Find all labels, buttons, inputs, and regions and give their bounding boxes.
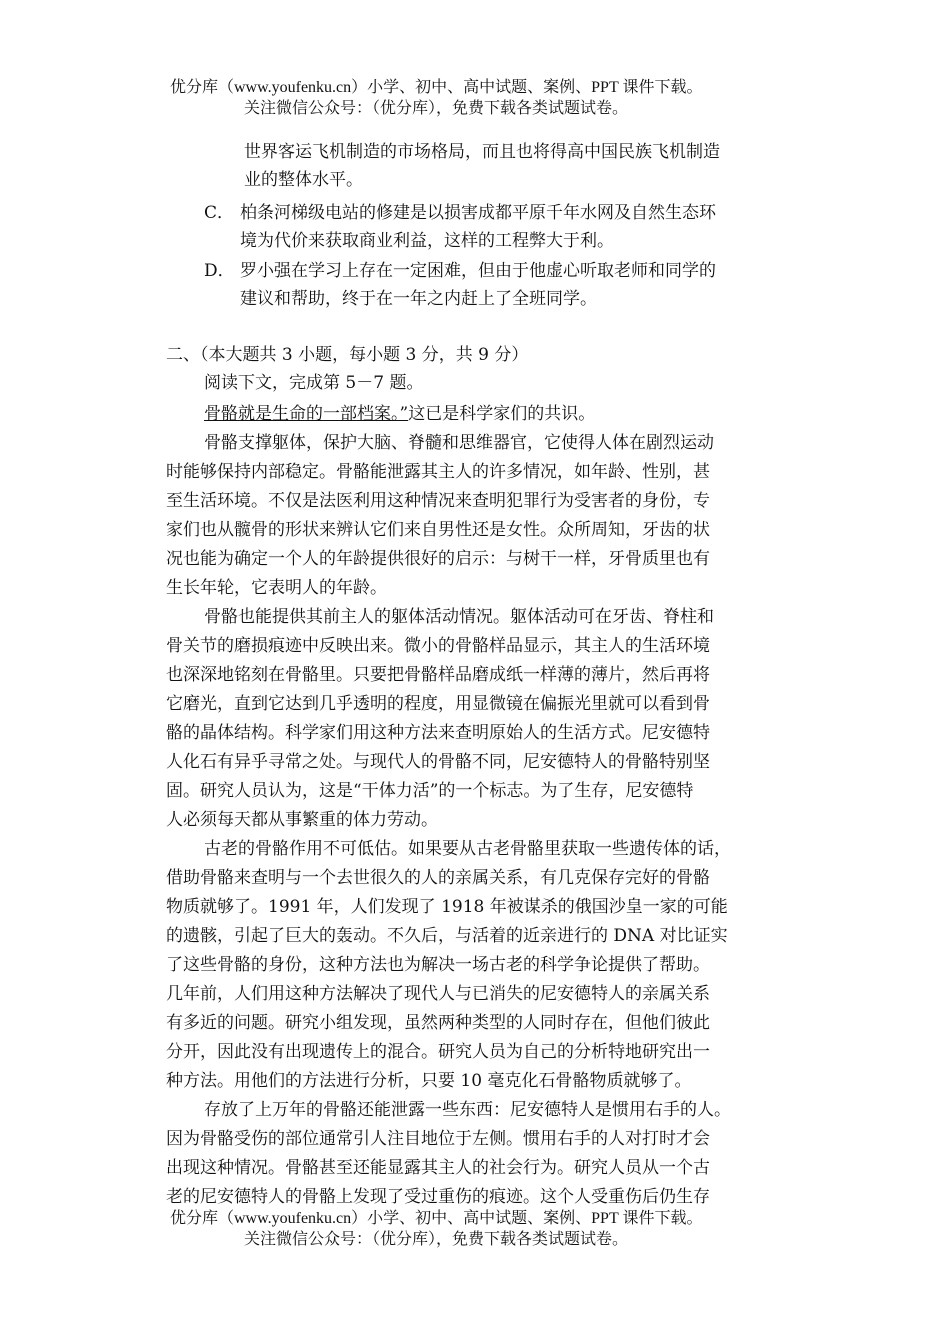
option-d-line-2: 建议和帮助，终于在一年之内赶上了全班同学。 <box>240 289 597 309</box>
footer-line-2: 关注微信公众号：（优分库），免费下载各类试题试卷。 <box>244 1231 629 1248</box>
body-line: 种方法。用他们的方法进行分析，只要 10 毫克化石骨骼物质就够了。 <box>166 1071 692 1091</box>
quote-underlined: 骨骼就是生命的一部档案。” <box>204 404 409 424</box>
option-c <box>204 199 804 255</box>
body-line: 人化石有异乎寻常之处。与现代人的骨骼不同，尼安德特人的骨骼特别坚 <box>166 752 710 772</box>
option-c-letter: C． <box>204 203 235 223</box>
body-line: 家们也从髋骨的形状来辨认它们来自男性还是女性。众所周知，牙齿的状 <box>166 520 710 540</box>
option-b-continuation <box>244 138 804 194</box>
option-b-line-1: 世界客运飞机制造的市场格局，而且也将得高中国民族飞机制造 <box>244 142 720 162</box>
opening-quote <box>204 400 595 428</box>
body-line: 的遗骸，引起了巨大的轰动。不久后，与活着的近亲进行的 DNA 对比证实 <box>166 926 728 946</box>
header-line-2: 关注微信公众号：（优分库），免费下载各类试题试卷。 <box>244 100 629 117</box>
quote-after: 这已是科学家们的共识。 <box>408 404 596 424</box>
body-line: 骨关节的磨损痕迹中反映出来。微小的骨骼样品显示，其主人的生活环境 <box>166 636 710 656</box>
body-line: 有多近的问题。研究小组发现，虽然两种类型的人同时存在，但他们彼此 <box>166 1013 710 1033</box>
option-d-letter: D． <box>204 261 235 281</box>
option-d <box>204 257 804 313</box>
body-line: 几年前，人们用这种方法解决了现代人与已消失的尼安德特人的亲属关系 <box>166 984 710 1004</box>
body-line: 分开，因此没有出现遗传上的混合。研究人员为自己的分析特地研究出一 <box>166 1042 710 1062</box>
body-line: 时能够保持内部稳定。骨骼能泄露其主人的许多情况，如年龄、性别，甚 <box>166 462 710 482</box>
body-line: 老的尼安德特人的骨骼上发现了受过重伤的痕迹。这个人受重伤后仍生存 <box>166 1187 710 1207</box>
body-line: 也深深地铭刻在骨骼里。只要把骨骼样品磨成纸一样薄的薄片，然后再将 <box>166 665 710 685</box>
body-line: 它磨光，直到它达到几乎透明的程度，用显微镜在偏振光里就可以看到骨 <box>166 694 710 714</box>
body-line: 物质就够了。1991 年，人们发现了 1918 年被谋杀的俄国沙皇一家的可能 <box>166 897 728 917</box>
section-instruction: 阅读下文，完成第 5－7 题。 <box>204 373 424 393</box>
option-c-line-1: 柏条河梯级电站的修建是以损害成都平原千年水网及自然生态环 <box>240 203 716 223</box>
article-body <box>166 429 806 1212</box>
body-line: 存放了上万年的骨骼还能泄露一些东西：尼安德特人是惯用右手的人。 <box>204 1100 731 1120</box>
option-d-line-1: 罗小强在学习上存在一定困难，但由于他虚心听取老师和同学的 <box>240 261 716 281</box>
body-line: 至生活环境。不仅是法医利用这种情况来查明犯罪行为受害者的身份，专 <box>166 491 710 511</box>
body-line: 人必须每天都从事繁重的体力劳动。 <box>166 810 438 830</box>
body-line: 了这些骨骼的身份，这种方法也为解决一场古老的科学争论提供了帮助。 <box>166 955 710 975</box>
body-line: 借助骨骼来查明与一个去世很久的人的亲属关系，有几克保存完好的骨骼 <box>166 868 710 888</box>
body-line: 骨骼支撑躯体，保护大脑、脊髓和思维器官，它使得人体在剧烈运动 <box>204 433 714 453</box>
section-title: 二、（本大题共 3 小题，每小题 3 分，共 9 分） <box>166 345 529 365</box>
body-line: 况也能为确定一个人的年龄提供很好的启示：与树干一样，牙骨质里也有 <box>166 549 710 569</box>
body-line: 骨骼也能提供其前主人的躯体活动情况。躯体活动可在牙齿、脊柱和 <box>204 607 714 627</box>
body-line: 古老的骨骼作用不可低估。如果要从古老骨骼里获取一些遗传体的话， <box>204 839 731 859</box>
option-c-line-2: 境为代价来获取商业利益，这样的工程弊大于利。 <box>240 231 614 251</box>
option-b-line-2: 业的整体水平。 <box>244 170 363 190</box>
body-line: 骼的晶体结构。科学家们用这种方法来查明原始人的生活方式。尼安德特 <box>166 723 710 743</box>
body-line: 因为骨骼受伤的部位通常引人注目地位于左侧。惯用右手的人对打时才会 <box>166 1129 710 1149</box>
body-line: 生长年轮，它表明人的年龄。 <box>166 578 387 598</box>
body-line: 固。研究人员认为，这是“干体力活”的一个标志。为了生存，尼安德特 <box>166 781 694 801</box>
body-line: 出现这种情况。骨骼甚至还能显露其主人的社会行为。研究人员从一个古 <box>166 1158 710 1178</box>
header-line-1: 优分库（www.youfenku.cn）小学、初中、高中试题、案例、PPT 课件下载。 <box>170 79 703 96</box>
footer-line-1: 优分库（www.youfenku.cn）小学、初中、高中试题、案例、PPT 课件下载。 <box>170 1210 703 1227</box>
